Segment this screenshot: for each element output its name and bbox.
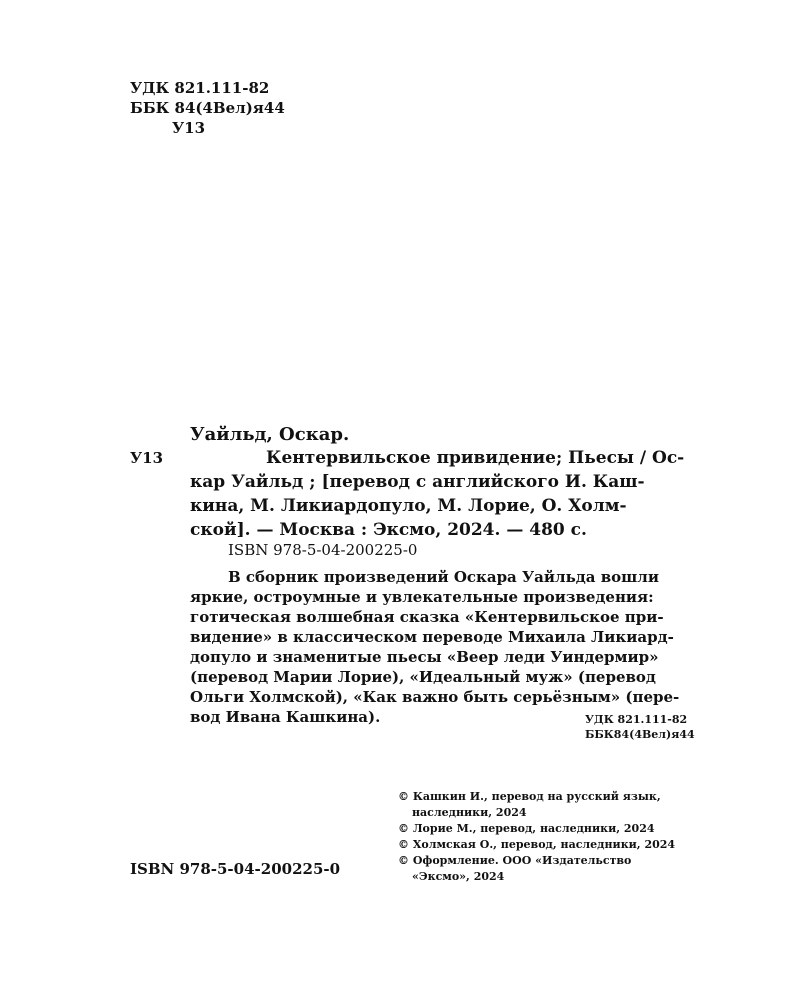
- author-name: Уайльд, Оскар.: [190, 424, 350, 445]
- bib-line: кина, М. Ликиардопуло, М. Лорие, О. Холм-: [190, 496, 627, 516]
- udk-code: УДК 821.111-82: [130, 79, 270, 97]
- annotation-line: вод Ивана Кашкина).: [190, 708, 381, 726]
- copyright-block: [398, 789, 718, 885]
- isbn-record: ISBN 978-5-04-200225-0: [228, 541, 418, 559]
- bibliographic-description: [190, 446, 720, 542]
- annotation-line: допуло и знаменитые пьесы «Веер леди Уиндермир»: [190, 648, 659, 666]
- author-mark: У13: [130, 449, 164, 467]
- bib-line: Кентервильское привидение; Пьесы / Ос-: [266, 448, 685, 468]
- bib-line: ской]. — Москва : Эксмо, 2024. — 480 с.: [190, 520, 587, 540]
- copyright-line: «Эксмо», 2024: [412, 870, 505, 883]
- annotation: [190, 567, 720, 727]
- copyright-line: © Оформление. ООО «Издательство: [398, 854, 632, 867]
- author-mark-top: У13: [172, 119, 206, 137]
- isbn-bottom: ISBN 978-5-04-200225-0: [130, 860, 341, 878]
- annotation-line: Ольги Холмской), «Как важно быть серьёзным» (пере-: [190, 688, 680, 706]
- top-classification-codes: [130, 78, 285, 138]
- copyright-line: © Лорие М., перевод, наследники, 2024: [398, 822, 655, 835]
- copyright-line: © Кашкин И., перевод на русский язык,: [398, 790, 661, 803]
- bbk-code-right: ББК84(4Вел)я44: [585, 728, 695, 741]
- annotation-line: готическая волшебная сказка «Кентервильское при-: [190, 608, 664, 626]
- copyright-line: © Холмская О., перевод, наследники, 2024: [398, 838, 676, 851]
- classification-codes-right: [585, 712, 695, 742]
- copyright-line: наследники, 2024: [412, 806, 527, 819]
- bbk-code: ББК 84(4Вел)я44: [130, 99, 285, 117]
- udk-code-right: УДК 821.111-82: [585, 713, 688, 726]
- annotation-line: яркие, остроумные и увлекательные произведения:: [190, 588, 654, 606]
- annotation-line: В сборник произведений Оскара Уайльда вошли: [228, 568, 659, 586]
- bib-line: кар Уайльд ; [перевод с английского И. Каш-: [190, 472, 645, 492]
- annotation-line: видение» в классическом переводе Михаила Ликиард-: [190, 628, 674, 646]
- annotation-line: (перевод Марии Лорие), «Идеальный муж» (перевод: [190, 668, 656, 686]
